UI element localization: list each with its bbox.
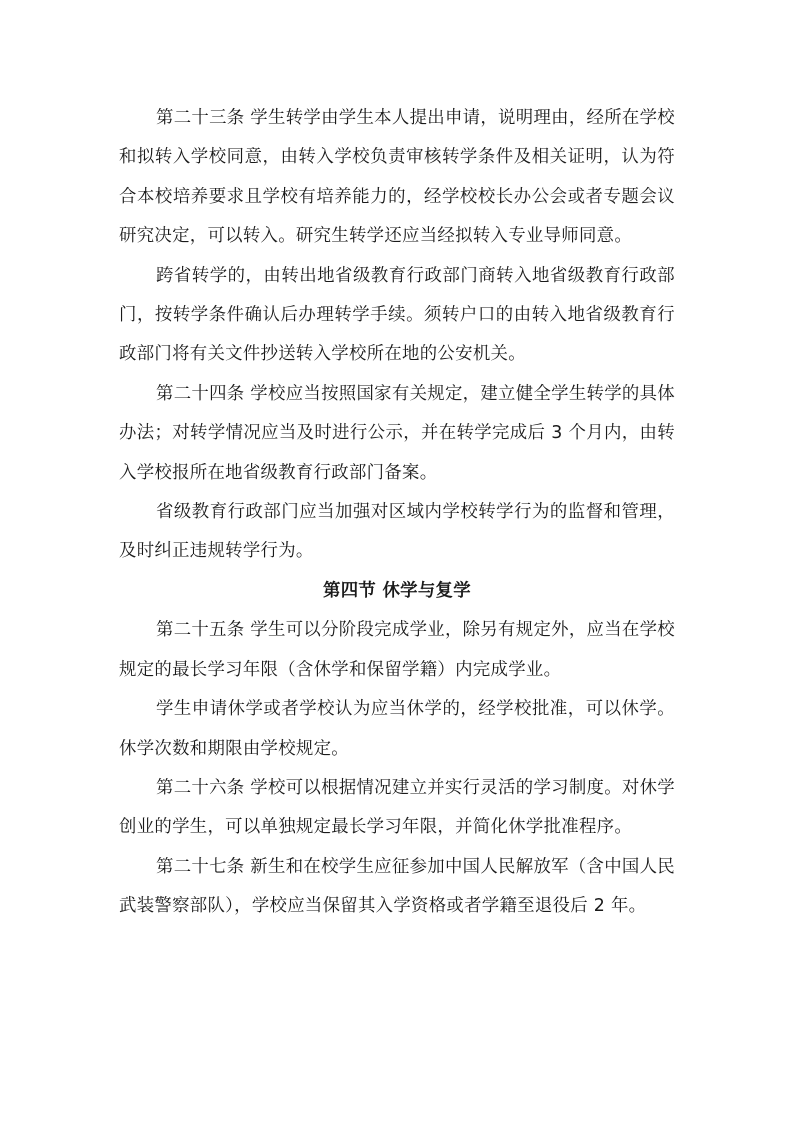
provincial-supervision-paragraph: 省级教育行政部门应当加强对区域内学校转学行为的监督和管理，及时纠正违规转学行为。 <box>119 502 675 562</box>
article-26-paragraph: 第二十六条 学校可以根据情况建立并实行灵活的学习制度。对休学创业的学生，可以单独规定最长学习年限，并简化休学批准程序。 <box>119 777 675 838</box>
article-25-paragraph: 第二十五条 学生可以分阶段完成学业，除另有规定外，应当在学校规定的最长学习年限（含休学和保留学籍）内完成学业。 <box>119 620 675 680</box>
suspension-application-paragraph: 学生申请休学或者学校认为应当休学的，经学校批准，可以休学。休学次数和期限由学校规定。 <box>119 699 675 759</box>
interprovincial-transfer-paragraph: 跨省转学的，由转出地省级教育行政部门商转入地省级教育行政部门，按转学条件确认后办理转学手续。须转户口的由转入地省级教育行政部门将有关文件抄送转入学校所在地的公安机关。 <box>119 265 675 365</box>
article-23-paragraph: 第二十三条 学生转学由学生本人提出申请，说明理由，经所在学校和拟转入学校同意，由转入学校负责审核转学条件及相关证明，认为符合本校培养要求且学校有培养能力的，经学校校长办公会或者专题会议研究决定，可以转入。研究生转学还应当经拟转入专业导师同意。 <box>119 108 675 247</box>
document-page <box>119 99 675 927</box>
section-heading: 第四节 休学与复学 <box>323 580 471 601</box>
article-24-paragraph: 第二十四条 学校应当按照国家有关规定，建立健全学生转学的具体办法；对转学情况应当及时进行公示，并在转学完成后 3 个月内，由转入学校报所在地省级教育行政部门备案。 <box>119 383 675 483</box>
article-27-paragraph: 第二十七条 新生和在校学生应征参加中国人民解放军（含中国人民武装警察部队），学校应当保留其入学资格或者学籍至退役后 2 年。 <box>119 856 675 917</box>
